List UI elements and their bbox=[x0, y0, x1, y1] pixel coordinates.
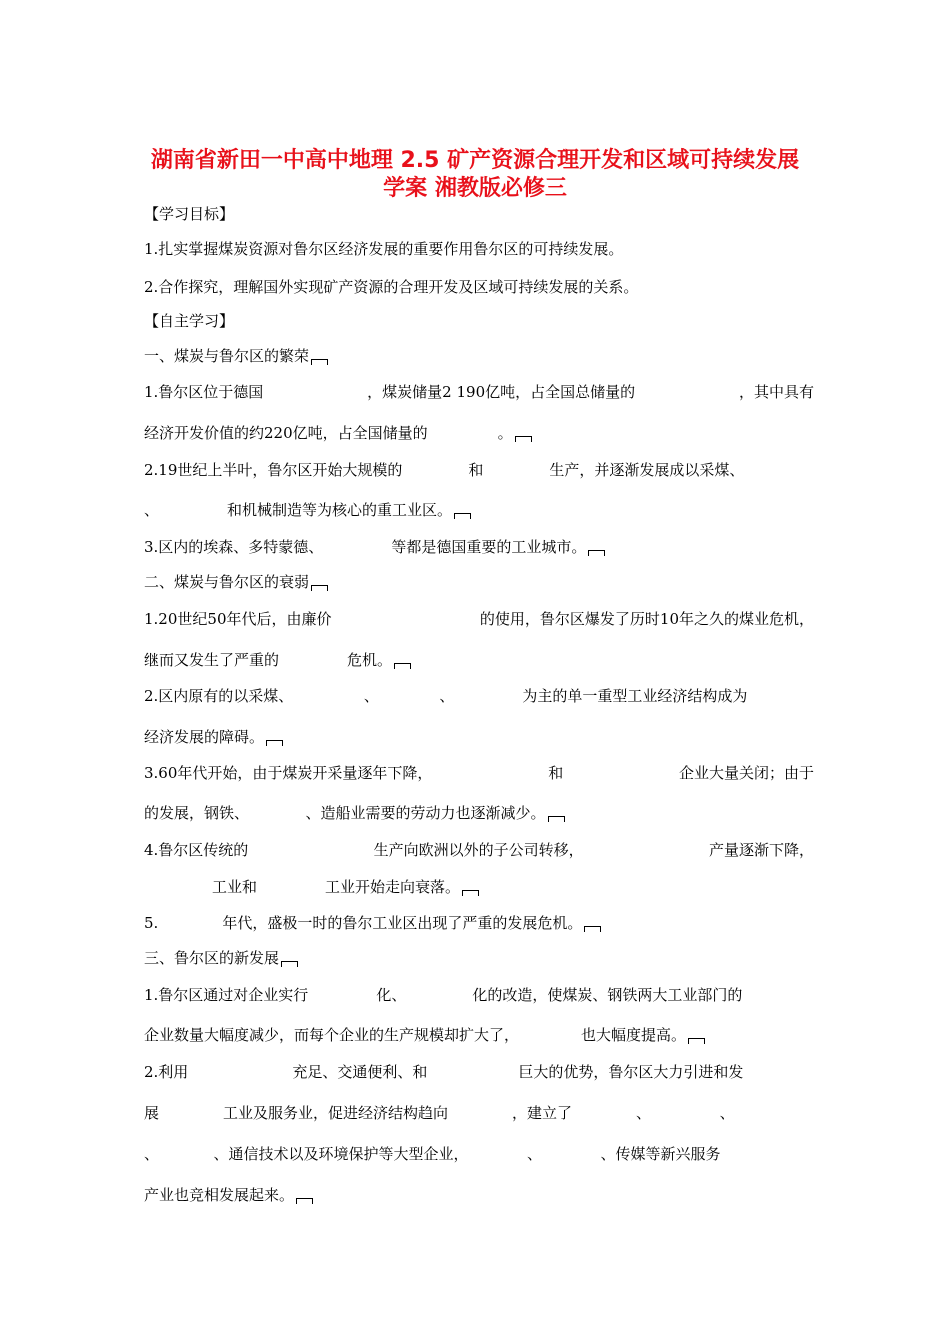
s2-question-3-line-b: 的发展，钢铁、 、造船业需要的劳动力也逐渐减少。 bbox=[144, 803, 814, 823]
s2-question-2-line-b: 经济发展的障碍。 bbox=[144, 727, 814, 747]
s3-question-2-line-c: 、 、通信技术以及环境保护等大型企业， 、 、传媒等新兴服务 bbox=[144, 1145, 721, 1163]
s2-question-1-line-b: 继而又发生了严重的 危机。 bbox=[144, 650, 814, 670]
paragraph-mark-icon bbox=[296, 1198, 313, 1204]
document-title-line-1: 湖南省新田一中高中地理 2.5 矿产资源合理开发和区域可持续发展 bbox=[150, 148, 800, 173]
paragraph-mark-icon bbox=[548, 816, 565, 822]
paragraph-mark-icon bbox=[311, 585, 328, 591]
paragraph-mark-icon bbox=[454, 513, 471, 519]
s3-question-1-line-a: 1.鲁尔区通过对企业实行 化、 化的改造，使煤炭、钢铁两大工业部门的 bbox=[144, 986, 743, 1004]
s2-question-5: 5. 年代，盛极一时的鲁尔工业区出现了严重的发展危机。 bbox=[144, 913, 814, 933]
section-2-title: 二、煤炭与鲁尔区的衰弱 bbox=[144, 572, 814, 592]
section-1-title: 一、煤炭与鲁尔区的繁荣 bbox=[144, 346, 814, 366]
s3-question-2-line-b: 展 工业及服务业，促进经济结构趋向 ，建立了 、 、 bbox=[144, 1104, 735, 1122]
paragraph-mark-icon bbox=[588, 550, 605, 556]
s2-question-2-line-a: 2.区内原有的以采煤、 、 、 为主的单一重型工业经济结构成为 bbox=[144, 687, 748, 705]
self-study-header: 【自主学习】 bbox=[144, 312, 235, 330]
s1-question-3: 3.区内的埃森、多特蒙德、 等都是德国重要的工业城市。 bbox=[144, 537, 814, 557]
paragraph-mark-icon bbox=[462, 890, 479, 896]
s1-question-1-line-b: 经济开发价值的约220亿吨，占全国储量的 。 bbox=[144, 423, 814, 443]
s1-question-2-line-b: 、 和机械制造等为核心的重工业区。 bbox=[144, 500, 814, 520]
paragraph-mark-icon bbox=[311, 359, 328, 365]
document-title-line-2: 学案 湘教版必修三 bbox=[383, 176, 567, 201]
goals-header: 【学习目标】 bbox=[144, 205, 235, 223]
paragraph-mark-icon bbox=[281, 961, 298, 967]
paragraph-mark-icon bbox=[688, 1038, 705, 1044]
s2-question-4-line-b: 工业和 工业开始走向衰落。 bbox=[144, 877, 814, 897]
s3-question-1-line-b: 企业数量大幅度减少，而每个企业的生产规模却扩大了， 也大幅度提高。 bbox=[144, 1025, 814, 1045]
s2-question-4-line-a: 4.鲁尔区传统的 生产向欧洲以外的子公司转移， 产量逐渐下降， bbox=[144, 841, 814, 859]
s2-question-1-line-a: 1.20世纪50年代后，由廉价 的使用，鲁尔区爆发了历时10年之久的煤业危机， bbox=[144, 610, 814, 628]
s3-question-2-line-a: 2.利用 充足、交通便利、和 巨大的优势，鲁尔区大力引进和发 bbox=[144, 1063, 744, 1081]
paragraph-mark-icon bbox=[266, 740, 283, 746]
s1-question-2-line-a: 2.19世纪上半叶，鲁尔区开始大规模的 和 生产，并逐渐发展成以采煤、 bbox=[144, 461, 745, 479]
paragraph-mark-icon bbox=[394, 663, 411, 669]
goal-1: 1.扎实掌握煤炭资源对鲁尔区经济发展的重要作用鲁尔区的可持续发展。 bbox=[144, 240, 624, 258]
section-3-title: 三、鲁尔区的新发展 bbox=[144, 948, 814, 968]
paragraph-mark-icon bbox=[584, 926, 601, 932]
s3-question-2-line-d: 产业也竞相发展起来。 bbox=[144, 1185, 814, 1205]
s1-question-1-line-a: 1.鲁尔区位于德国 ，煤炭储量2 190亿吨，占全国总储量的 ，其中具有 bbox=[144, 383, 814, 401]
goal-2: 2.合作探究，理解国外实现矿产资源的合理开发及区域可持续发展的关系。 bbox=[144, 278, 639, 296]
s2-question-3-line-a: 3.60年代开始，由于煤炭开采量逐年下降， 和 企业大量关闭；由于 bbox=[144, 764, 814, 782]
paragraph-mark-icon bbox=[515, 436, 532, 442]
